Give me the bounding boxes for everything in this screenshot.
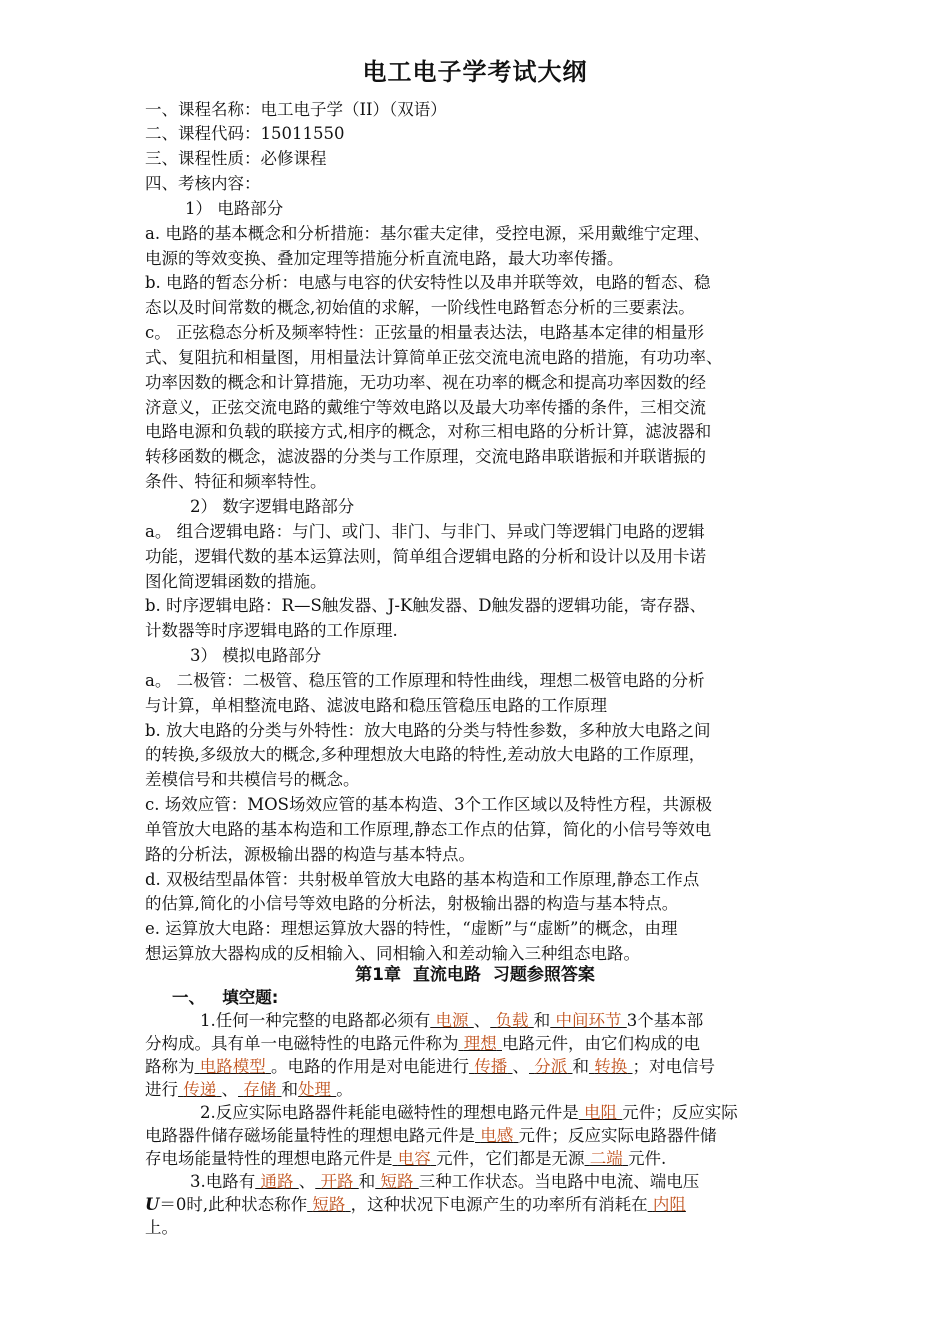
part3-heading: 3） 模拟电路部分 — [190, 646, 322, 665]
assessment-heading: 四、考核内容： — [145, 174, 261, 193]
part2-line: a。 组合逻辑电路：与门、或门、非门、与非门、异或门等逻辑门电路的逻辑 — [145, 522, 705, 541]
answer-blank: 电路模型 — [199, 1057, 266, 1076]
question-2-line — [145, 1147, 810, 1170]
voltage-variable: U — [145, 1195, 160, 1214]
question-1-line — [200, 1009, 810, 1032]
question-2-line — [200, 1101, 810, 1124]
answer-blank: 存储 — [243, 1080, 277, 1099]
answer-blank: 传递 — [183, 1080, 217, 1099]
course-code-line: 二、课程代码：15011550 — [145, 124, 345, 143]
part3-line: c. 场效应管：MOS场效应管的基本构造、3个工作区域以及特性方程，共源极 — [145, 795, 712, 814]
part3-line: 差模信号和共模信号的概念。 — [145, 770, 360, 789]
question-3-line: 上。 — [145, 1218, 178, 1237]
question-text: 和 — [533, 1011, 551, 1030]
question-text: 。电路的作用是对电能进行 — [271, 1057, 469, 1076]
part2-line: b. 时序逻辑电路：R—S触发器、J-K触发器、D触发器的逻辑功能，寄存器、 — [145, 596, 707, 615]
question-text: 路称为 — [145, 1057, 195, 1076]
question-text: 、 — [473, 1011, 491, 1030]
part2-heading: 2） 数字逻辑电路部分 — [190, 497, 355, 516]
answer-blank: 电源 — [435, 1011, 469, 1030]
question-3-line — [145, 1193, 810, 1216]
part1-line: 电路电源和负载的联接方式,相序的概念，对称三相电路的分析计算，滤波器和 — [145, 422, 712, 441]
part1-line: 济意义，正弦交流电路的戴维宁等效电路以及最大功率传播的条件，三相交流 — [145, 398, 706, 417]
part3-line: a。 二极管：二极管、稳压管的工作原理和特性曲线，理想二极管电路的分析 — [145, 671, 705, 690]
question-text: ，这种状况下电源产生的功率所有消耗在 — [350, 1195, 648, 1214]
answer-blank: 内阻 — [652, 1195, 686, 1214]
question-text: 和 — [281, 1080, 298, 1099]
part3-line: 与计算，单相整流电路、滤波电路和稳压管稳压电路的工作原理 — [145, 696, 607, 715]
question-text: 元件. — [628, 1149, 667, 1168]
answer-blank: 处理 — [298, 1080, 331, 1099]
question-1-line — [145, 1055, 810, 1078]
part3-line: 的估算,简化的小信号等效电路的分析法，射极输出器的构造与基本特点。 — [145, 894, 679, 913]
part1-line: 转移函数的概念，滤波器的分类与工作原理，交流电路串联谐振和并联谐振的 — [145, 447, 706, 466]
question-text: 进行 — [145, 1080, 178, 1099]
part3-line: 单管放大电路的基本构造和工作原理,静态工作点的估算，简化的小信号等效电 — [145, 820, 712, 839]
part1-heading: 1） 电路部分 — [185, 199, 284, 218]
question-text: 三种工作状态。当电路中电流、端电压 — [418, 1172, 700, 1191]
answer-blank: 分派 — [534, 1057, 568, 1076]
question-text: 元件；反应实际电路器件储 — [518, 1126, 717, 1145]
part1-line: 条件、特征和频率特性。 — [145, 472, 327, 491]
question-text: 、 — [298, 1172, 316, 1191]
answer-blank: 通路 — [260, 1172, 294, 1191]
question-2-line — [145, 1124, 810, 1147]
question-text: 、 — [221, 1080, 238, 1099]
question-text: 电路元件，由它们构成的电 — [502, 1034, 700, 1053]
answer-blank: 二端 — [589, 1149, 623, 1168]
question-text: ＝0时,此种状态称作 — [159, 1195, 308, 1214]
course-type-line: 三、课程性质：必修课程 — [145, 149, 327, 168]
answer-blank: 电感 — [480, 1126, 514, 1145]
question-text: 元件；反应实际 — [622, 1103, 738, 1122]
answer-blank: 传播 — [474, 1057, 508, 1076]
section-heading: 一、 填空题: — [172, 988, 279, 1007]
part2-line: 功能，逻辑代数的基本运算法则，简单组合逻辑电路的分析和设计以及用卡诺 — [145, 547, 706, 566]
answer-blank: 负载 — [495, 1011, 529, 1030]
question-text: 2.反应实际电路器件耗能电磁特性的理想电路元件是 — [200, 1103, 579, 1122]
answer-blank: 中间环节 — [555, 1011, 622, 1030]
question-text: 电路器件储存磁场能量特性的理想电路元件是 — [145, 1126, 475, 1145]
answer-blank: 转换 — [594, 1057, 628, 1076]
course-name-line: 一、课程名称：电工电子学（II）（双语） — [145, 100, 447, 119]
question-3-line — [190, 1170, 810, 1193]
part3-line: d. 双极结型晶体管：共射极单管放大电路的基本构造和工作原理,静态工作点 — [145, 870, 700, 889]
question-text: 分构成。具有单一电磁特性的电路元件称为 — [145, 1034, 459, 1053]
question-text: 元件，它们都是无源 — [436, 1149, 585, 1168]
part1-line: c。 正弦稳态分析及频率特性：正弦量的相量表达法，电路基本定律的相量形 — [145, 323, 704, 342]
question-text: 、 — [512, 1057, 529, 1076]
answer-blank: 短路 — [312, 1195, 346, 1214]
part1-line: 式、复阻抗和相量图，用相量法计算简单正弦交流电流电路的措施，有功功率、 — [145, 348, 723, 367]
question-text: 和 — [572, 1057, 589, 1076]
part3-line: b. 放大电路的分类与外特性：放大电路的分类与特性参数，多种放大电路之间 — [145, 721, 711, 740]
question-text: 3个基本部 — [626, 1011, 704, 1030]
answer-blank: 电容 — [397, 1149, 431, 1168]
part1-line: b. 电路的暂态分析：电感与电容的伏安特性以及串并联等效，电路的暂态、稳 — [145, 273, 711, 292]
part3-line: 想运算放大器构成的反相输入、同相输入和差动输入三种组态电路。 — [145, 944, 640, 963]
question-text: 。 — [336, 1080, 353, 1099]
part1-line: 态以及时间常数的概念,初始值的求解，一阶线性电路暂态分析的三要素法。 — [145, 298, 695, 317]
part3-line: 路的分析法，源极输出器的构造与基本特点。 — [145, 845, 475, 864]
part1-line: a. 电路的基本概念和分析措施：基尔霍夫定律，受控电源，采用戴维宁定理、 — [145, 224, 710, 243]
part2-line: 计数器等时序逻辑电路的工作原理. — [145, 621, 398, 640]
part3-line: e. 运算放大电路：理想运算放大器的特性，“虚断”与“虚断”的概念，由理 — [145, 919, 678, 938]
answer-blank: 电阻 — [584, 1103, 617, 1122]
question-text: 1.任何一种完整的电路都必须有 — [200, 1011, 431, 1030]
answer-blank: 短路 — [380, 1172, 414, 1191]
part2-line: 图化简逻辑函数的措施。 — [145, 572, 327, 591]
answer-blank: 理想 — [463, 1034, 497, 1053]
part1-line: 功率因数的概念和计算措施，无功功率、视在功率的概念和提高功率因数的经 — [145, 373, 706, 392]
document-title: 电工电子学考试大纲 — [362, 58, 588, 86]
question-text: 3.电路有 — [190, 1172, 256, 1191]
question-text: 和 — [358, 1172, 376, 1191]
question-1-line — [145, 1032, 810, 1055]
part3-line: 的转换,多级放大的概念,多种理想放大电路的特性,差动放大电路的工作原理， — [145, 745, 706, 764]
chapter-title: 第1章 直流电路 习题参照答案 — [355, 965, 595, 985]
part1-line: 电源的等效变换、叠加定理等措施分析直流电路，最大功率传播。 — [145, 249, 624, 268]
question-1-line — [145, 1078, 810, 1101]
question-text: 存电场能量特性的理想电路元件是 — [145, 1149, 393, 1168]
question-text: ；对电信号 — [632, 1057, 715, 1076]
answer-blank: 开路 — [320, 1172, 354, 1191]
